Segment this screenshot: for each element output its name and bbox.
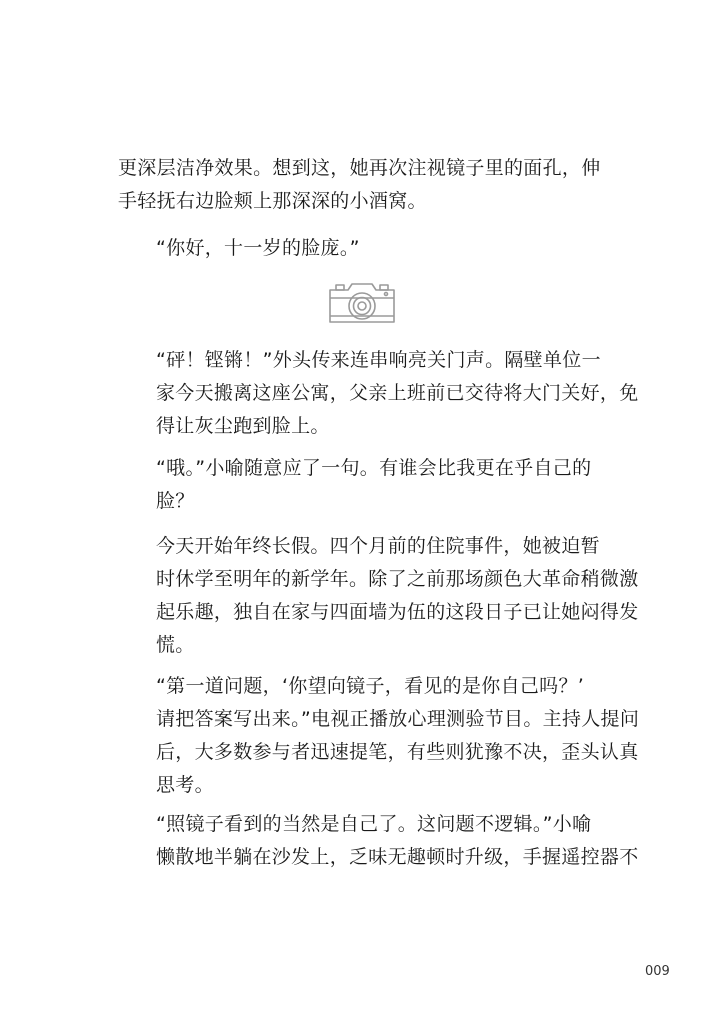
paragraph-line: 时休学至明年的新学年。除了之前那场颜色大革命稍微激: [156, 568, 639, 590]
paragraph-line: 后，大多数参与者迅速提笔，有些则犹豫不决，歪头认真: [156, 741, 639, 763]
paragraph-line: 手轻抚右边脸颊上那深深的小酒窝。: [118, 190, 427, 212]
paragraph-3: [118, 344, 639, 443]
page-number: 009: [645, 964, 670, 979]
paragraph-line: “砰！铿锵！”外头传来连串响亮关门声。隔壁单位一: [156, 349, 601, 371]
paragraph-line: “你好，十一岁的脸庞。”: [156, 237, 360, 259]
paragraph-line: “第一道问题，‘你望向镜子，看见的是你自己吗？’: [156, 675, 585, 697]
paragraph-line: 请把答案写出来。”电视正播放心理测验节目。主持人提问: [156, 708, 640, 730]
paragraph-line: 脸？: [156, 490, 195, 512]
paragraph-7: [118, 808, 639, 874]
camera-icon: [326, 278, 398, 326]
paragraph-line: 家今天搬离这座公寓，父亲上班前已交待将大门关好，免: [156, 382, 639, 404]
paragraph-line: 懒散地半躺在沙发上，乏味无趣顿时升级，手握遥控器不: [156, 846, 639, 868]
paragraph-1: [118, 152, 610, 218]
paragraph-line: 更深层洁净效果。想到这，她再次注视镜子里的面孔，伸: [118, 157, 601, 179]
paragraph-6: [118, 670, 640, 802]
paragraph-4: [118, 452, 610, 518]
paragraph-5: [118, 530, 639, 662]
paragraph-line: 慌。: [156, 634, 195, 656]
paragraph-line: 得让灰尘跑到脸上。: [156, 415, 330, 437]
paragraph-line: 思考。: [156, 774, 214, 796]
paragraph-line: “哦。”小喻随意应了一句。有谁会比我更在乎自己的: [156, 457, 592, 479]
paragraph-line: 今天开始年终长假。四个月前的住院事件，她被迫暂: [156, 535, 600, 557]
paragraph-line: “照镜子看到的当然是自己了。这问题不逻辑。”小喻: [156, 813, 592, 835]
paragraph-2: [118, 232, 610, 265]
paragraph-line: 起乐趣，独自在家与四面墙为伍的这段日子已让她闷得发: [156, 601, 639, 623]
